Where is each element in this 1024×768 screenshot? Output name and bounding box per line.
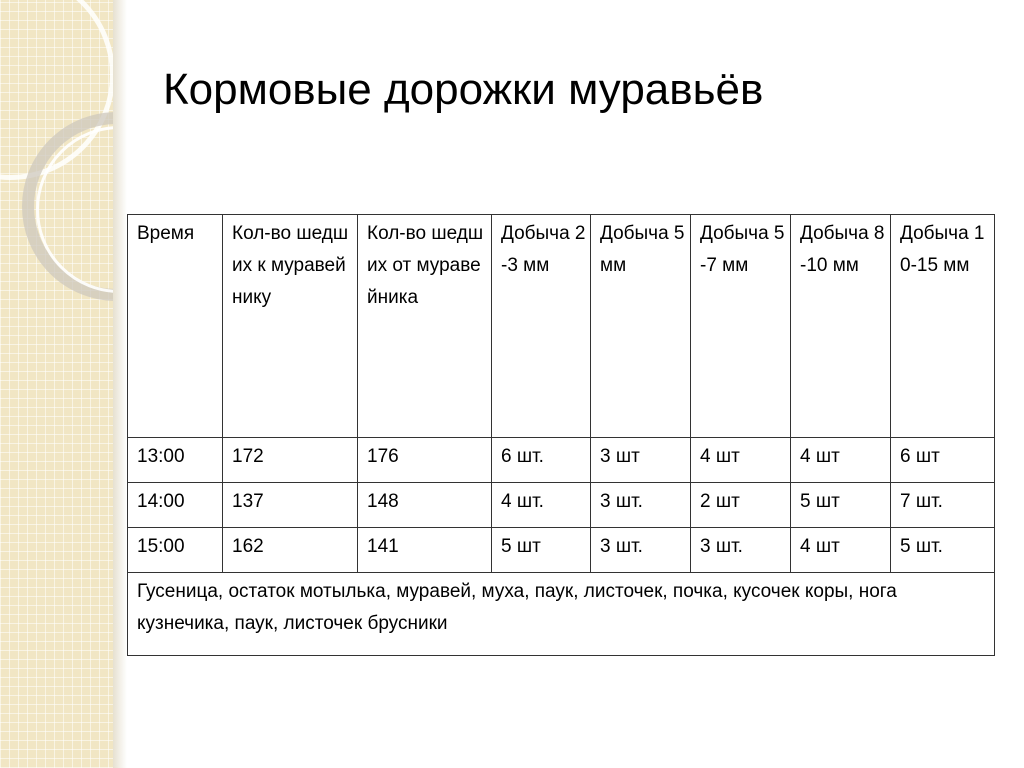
table-cell: 15:00 xyxy=(128,528,223,573)
table-cell: 4 шт xyxy=(691,438,791,483)
prey-list-note: Гусеница, остаток мотылька, муравей, муха, паук, листочек, почка, кусочек коры, нога кузнечика, паук, листочек брусники xyxy=(128,573,995,656)
table-cell: 5 шт xyxy=(492,528,591,573)
table-cell: 4 шт xyxy=(791,438,891,483)
table-note-row xyxy=(128,573,995,656)
header-cell: Добыча 2-3 мм xyxy=(492,215,591,438)
slide-title: Кормовые дорожки муравьёв xyxy=(163,65,764,114)
table-cell: 14:00 xyxy=(128,483,223,528)
table-row xyxy=(128,438,995,483)
table-cell: 5 шт. xyxy=(891,528,995,573)
table-cell: 3 шт. xyxy=(591,528,691,573)
table-header-row xyxy=(128,215,995,438)
header-cell: Добыча 5 мм xyxy=(591,215,691,438)
table-cell: 3 шт. xyxy=(691,528,791,573)
table-cell: 7 шт. xyxy=(891,483,995,528)
table-cell: 13:00 xyxy=(128,438,223,483)
header-cell: Добыча 10-15 мм xyxy=(891,215,995,438)
table-cell: 3 шт xyxy=(591,438,691,483)
table-cell: 4 шт xyxy=(791,528,891,573)
table-cell: 5 шт xyxy=(791,483,891,528)
table-cell: 141 xyxy=(358,528,492,573)
decorative-side-strip xyxy=(0,0,113,768)
table-cell: 6 шт. xyxy=(492,438,591,483)
table-cell: 172 xyxy=(223,438,358,483)
table-cell: 148 xyxy=(358,483,492,528)
table-cell: 4 шт. xyxy=(492,483,591,528)
header-cell: Кол-во шедших от муравейника xyxy=(358,215,492,438)
table-cell: 176 xyxy=(358,438,492,483)
table-row xyxy=(128,528,995,573)
table-cell: 162 xyxy=(223,528,358,573)
header-cell: Кол-во шедших к муравейнику xyxy=(223,215,358,438)
decorative-strip-shadow xyxy=(113,0,127,768)
header-cell: Добыча 8-10 мм xyxy=(791,215,891,438)
table-cell: 3 шт. xyxy=(591,483,691,528)
foraging-table xyxy=(127,214,995,656)
table-row xyxy=(128,483,995,528)
table-cell: 2 шт xyxy=(691,483,791,528)
header-cell: Добыча 5-7 мм xyxy=(691,215,791,438)
table-cell: 6 шт xyxy=(891,438,995,483)
header-cell: Время xyxy=(128,215,223,438)
table-cell: 137 xyxy=(223,483,358,528)
